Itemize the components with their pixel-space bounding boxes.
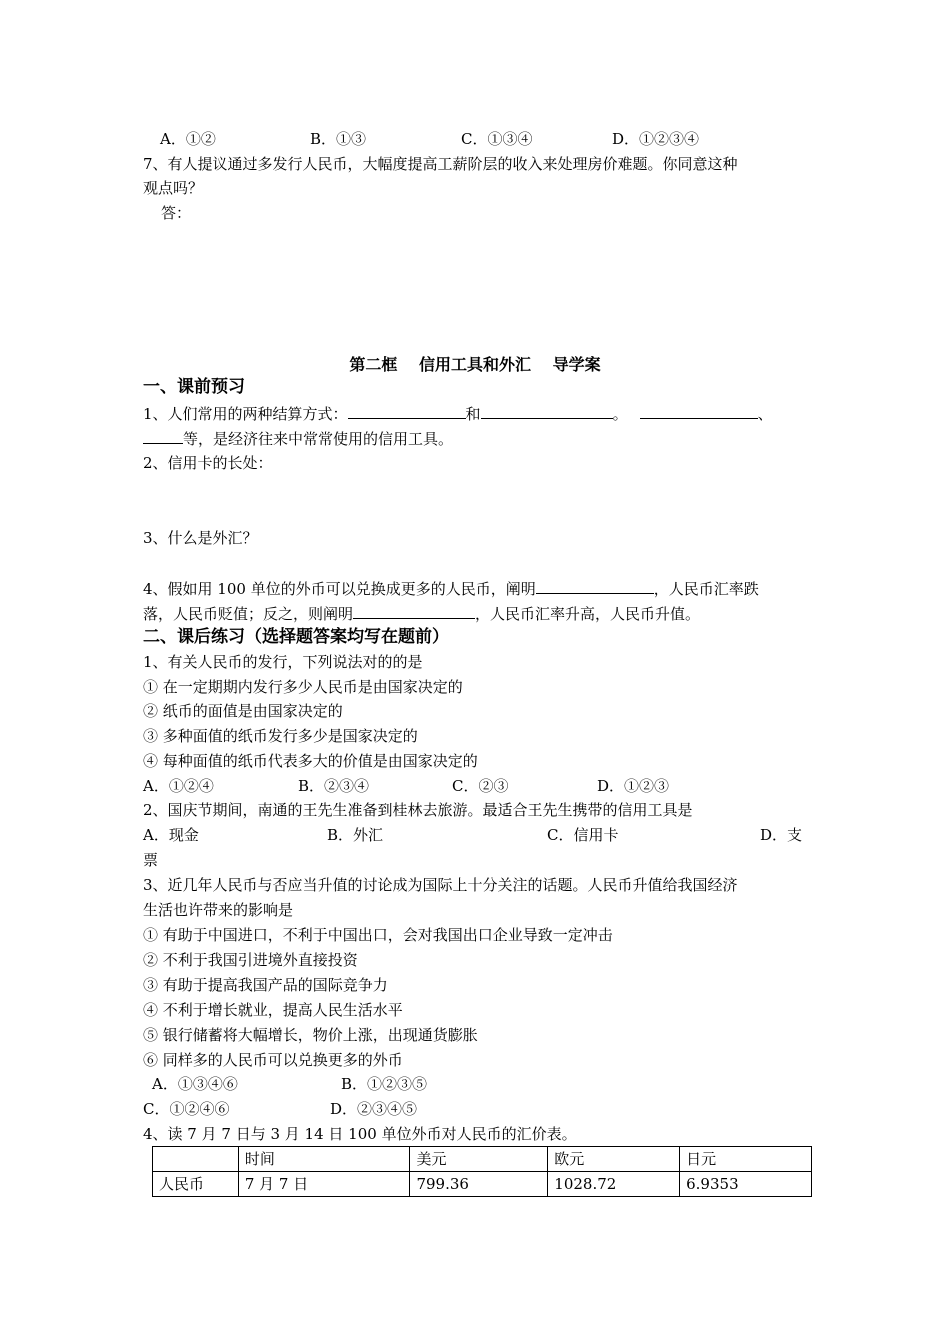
s2-q3-item-3: ③ 有助于提高我国产品的国际竞争力 xyxy=(143,976,388,994)
s1-q4-text-c: 落，人民币贬值；反之，则阐明 xyxy=(143,605,354,623)
s2-q1-option-a: A．①②④ xyxy=(143,777,214,795)
s2-q3-item-1: ① 有助于中国进口，不利于中国出口，会对我国出口企业导致一定冲击 xyxy=(143,926,613,944)
answer-label: 答： xyxy=(161,204,192,222)
s2-q3-option-b: B．①②③⑤ xyxy=(341,1075,428,1093)
s2-q1-option-c: C．②③ xyxy=(452,777,509,795)
s2-q2: 2、国庆节期间，南通的王先生准备到桂林去旅游。最适合王先生携带的信用工具是 xyxy=(143,801,693,819)
q6-option-a: A．①② xyxy=(160,130,216,148)
s2-q3-option-a: A．①③④⑥ xyxy=(152,1075,238,1093)
s1-q1-text-d: 、 xyxy=(757,405,773,423)
s1-q4-line2 xyxy=(143,603,700,624)
s2-q3-item-6: ⑥ 同样多的人民币可以兑换更多的外币 xyxy=(143,1051,403,1069)
s2-q3-item-2: ② 不利于我国引进境外直接投资 xyxy=(143,951,358,969)
s1-q3: 3、什么是外汇？ xyxy=(143,529,258,547)
table-cell: 1028.72 xyxy=(548,1172,680,1197)
table-header-row xyxy=(153,1147,812,1172)
s2-q1-item-4: ④ 每种面值的纸币代表多大的价值是由国家决定的 xyxy=(143,752,478,770)
table-cell: 799.36 xyxy=(410,1172,548,1197)
blank-3[interactable] xyxy=(640,403,758,419)
s2-q3-item-5: ⑤ 银行储蓄将大幅增长，物价上涨，出现通货膨胀 xyxy=(143,1026,478,1044)
s2-q1-option-d: D．①②③ xyxy=(597,777,670,795)
table-cell: 人民币 xyxy=(153,1172,239,1197)
s1-q4-text-b: ，人民币汇率跌 xyxy=(653,580,759,598)
q7-line1: 7、有人提议通过多发行人民币，大幅度提高工薪阶层的收入来处理房价难题。你同意这种 xyxy=(143,155,738,173)
s2-q1: 1、有关人民币的发行，下列说法对的的是 xyxy=(143,653,423,671)
s2-q4: 4、读 7 月 7 日与 3 月 14 日 100 单位外币对人民币的汇价表。 xyxy=(143,1125,577,1143)
s2-q1-item-1: ① 在一定期期内发行多少人民币是由国家决定的 xyxy=(143,678,463,696)
q7-line2: 观点吗？ xyxy=(143,179,204,197)
blank-4[interactable] xyxy=(143,428,183,444)
s2-q1-item-3: ③ 多种面值的纸币发行多少是国家决定的 xyxy=(143,727,418,745)
s2-q3-line1: 3、近几年人民币与否应当升值的讨论成为国际上十分关注的话题。人民币升值给我国经济 xyxy=(143,876,738,894)
s1-q4-line1 xyxy=(143,578,759,599)
q6-option-c: C．①③④ xyxy=(461,130,533,148)
s1-q4-text-d: ，人民币汇率升高，人民币升值。 xyxy=(475,605,701,623)
s2-q2-option-a: A．现金 xyxy=(143,826,199,844)
s1-q1-line1 xyxy=(143,403,773,424)
s2-q3-option-c: C．①②④⑥ xyxy=(143,1100,230,1118)
s2-q3-item-4: ④ 不利于增长就业，提高人民生活水平 xyxy=(143,1001,403,1019)
s1-q1-text-c: 。 xyxy=(612,405,628,423)
s2-q3-line2: 生活也许带来的影响是 xyxy=(143,901,294,919)
s2-q3-option-d: D．②③④⑤ xyxy=(330,1100,418,1118)
s1-q1-text-b: 和 xyxy=(465,405,481,423)
s1-q4-text-a: 4、假如用 100 单位的外币可以兑换成更多的人民币，阐明 xyxy=(143,580,536,598)
table-row xyxy=(153,1172,812,1197)
exchange-rate-table xyxy=(152,1146,812,1197)
table-header-cell: 日元 xyxy=(680,1147,812,1172)
table-header-cell: 时间 xyxy=(238,1147,410,1172)
section1-heading: 一、课前预习 xyxy=(143,377,245,397)
s1-q2: 2、信用卡的长处： xyxy=(143,454,273,472)
blank-5[interactable] xyxy=(536,578,654,594)
table-cell: 6.9353 xyxy=(680,1172,812,1197)
s1-q1-text-e: 等，是经济往来中常常使用的信用工具。 xyxy=(183,430,454,448)
table-cell: 7 月 7 日 xyxy=(238,1172,410,1197)
q6-option-b: B．①③ xyxy=(310,130,367,148)
s2-q1-item-2: ② 纸币的面值是由国家决定的 xyxy=(143,702,343,720)
s1-q1-text-a: 1、人们常用的两种结算方式： xyxy=(143,405,348,423)
s2-q2-wrap: 票 xyxy=(143,851,159,869)
s2-q2-option-c: C．信用卡 xyxy=(547,826,619,844)
s2-q1-option-b: B．②③④ xyxy=(298,777,370,795)
blank-2[interactable] xyxy=(481,403,613,419)
table-header-cell: 美元 xyxy=(410,1147,548,1172)
table-header-cell: 欧元 xyxy=(548,1147,680,1172)
s1-q1-line2 xyxy=(143,428,453,449)
s2-q2-option-b: B．外汇 xyxy=(327,826,384,844)
blank-6[interactable] xyxy=(353,603,475,619)
q6-option-d: D．①②③④ xyxy=(612,130,700,148)
blank-1[interactable] xyxy=(348,403,466,419)
table-header-cell xyxy=(153,1147,239,1172)
page-title: 第二框 信用工具和外汇 导学案 xyxy=(349,355,601,374)
s2-q2-option-d: D．支 xyxy=(760,826,803,844)
section2-heading: 二、课后练习（选择题答案均写在题前） xyxy=(143,627,449,647)
